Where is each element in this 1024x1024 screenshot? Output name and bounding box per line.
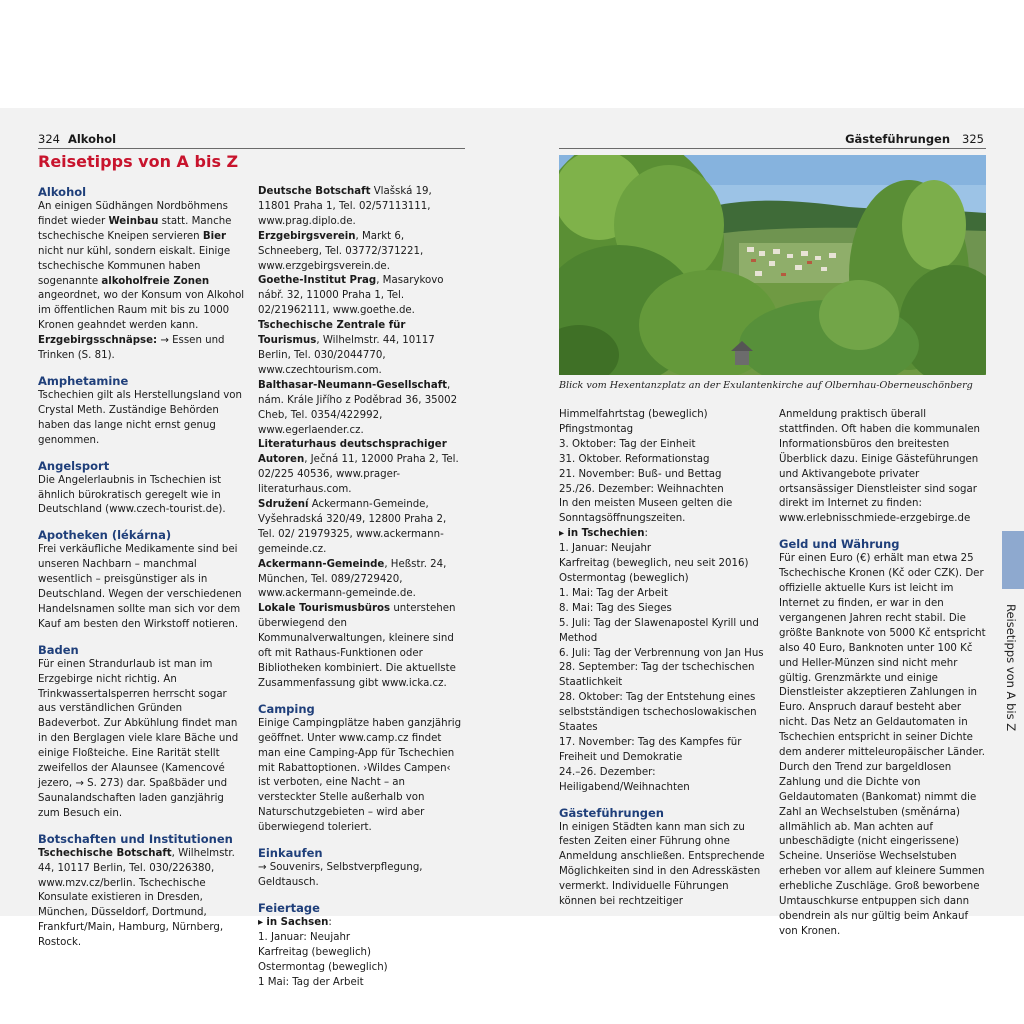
body-paragraph: ▸ in Tschechien: (559, 528, 648, 540)
body-paragraph: Balthasar-Neumann-Gesellschaft, nám. Krále Jiřího z Poděbrad 36, 35002 Cheb, Tel. 0354/422992, www.egerlaender.cz. (258, 379, 458, 436)
body-paragraph: Karfreitag (beweglich) (258, 946, 371, 958)
chapter-side-label: Reisetipps von A bis Z (1004, 604, 1018, 732)
section-heading: Apotheken (lékárna) (38, 528, 172, 543)
photo-caption: Blick vom Hexentanzplatz an der Exulantenkirche auf Olbernhau-Oberneuschönberg (559, 380, 973, 391)
body-paragraph: Erzgebirgsverein, Markt 6, Schneeberg, Tel. 03772/371221, www.erzgebirgsverein.de. (258, 230, 424, 272)
body-paragraph: Himmelfahrtstag (beweglich) (559, 409, 708, 420)
body-paragraph: Literaturhaus deutschsprachiger Autoren, Ječná 11, 12000 Praha 2, Tel. 02/225 40536, www.prager-literaturhaus.com. (258, 439, 459, 496)
text-column-2 (779, 408, 986, 940)
section-heading: Feiertage (258, 900, 320, 915)
body-paragraph: Lokale Tourismusbüros unterstehen überwiegend den Kommunalverwaltungen, kleinere sind oft mit Rathaus-Funktionen oder Bibliotheken kombiniert. Die aktuellste Zusammenfassung gibt www.icka.cz. (258, 603, 456, 689)
page-number: 325 (962, 132, 984, 146)
right-page (512, 108, 1024, 937)
landscape-illustration (559, 155, 986, 375)
section-heading: Geld und Währung (779, 537, 900, 552)
body-paragraph: 25./26. Dezember: Weihnachten (559, 483, 724, 495)
running-head-title: Gästeführungen (845, 132, 951, 146)
body-paragraph: Tschechien gilt als Herstellungsland von Crystal Meth. Zuständige Behörden haben das lange nicht ernst genug genommen. (38, 389, 242, 446)
body-paragraph: 24.–26. Dezember: Heiligabend/Weihnachten (559, 766, 690, 793)
section-heading: Einkaufen (258, 846, 323, 861)
body-paragraph: 1. Januar: Neujahr (258, 931, 351, 943)
landscape-photo (559, 155, 986, 375)
body-paragraph: Tschechische Zentrale für Tourismus, Wilhelmstr. 44, 10117 Berlin, Tel. 030/2044770, www.czechtourism.com. (258, 320, 435, 376)
chapter-tab (1002, 531, 1024, 589)
text-column-1 (38, 185, 246, 951)
body-paragraph: ▸ in Sachsen: (258, 916, 332, 928)
body-paragraph: 5. Juli: Tag der Slawenapostel Kyrill und Method (559, 617, 759, 644)
body-paragraph: 31. Oktober. Reformationstag (559, 453, 710, 465)
page-title: Reisetipps von A bis Z (38, 152, 239, 171)
section-heading: Camping (258, 701, 315, 716)
header-rule (559, 148, 986, 149)
body-paragraph: 1. Mai: Tag der Arbeit (559, 587, 668, 599)
body-paragraph: Sdružení Ackermann-Gemeinde, Vyšehradská 320/49, 12800 Praha 2, Tel. 02/ 21979325, www.ackermann-gemeinde.cz. (258, 499, 447, 555)
body-paragraph: Goethe-Institut Prag, Masarykovo nábř. 32, 11000 Praha 1, Tel. 02/21962111, www.goethe.de. (258, 275, 444, 317)
running-head (38, 132, 116, 146)
text-column-1 (559, 408, 766, 910)
body-paragraph: 3. Oktober: Tag der Einheit (559, 438, 696, 450)
body-paragraph: 6. Juli: Tag der Verbrennung von Jan Hus (559, 647, 764, 659)
body-paragraph: Tschechische Botschaft, Wilhelmstr. 44, 10117 Berlin, Tel. 030/226380, www.mzv.cz/berlin. Tschechische Konsulate existieren in Dresden, München, Düsseldorf, Dortmund, Frankfurt/Main, Hamburg, Nürnberg, Rostock. (38, 847, 235, 949)
body-paragraph: An einigen Südhängen Nordböhmens findet wieder Weinbau statt. Manche tschechische Kneipen servieren Bier nicht nur kühl, sondern eiskalt. Einige tschechische Kommunen haben sogenannte alkoholfreie Zonen angeordnet, wo der Konsum von Alkohol im öffentlichen Raum mit bis zu 1000 Kronen geahndet werden kann. Erzgebirgsschnäpse: → Essen und Trinken (S. 81). (38, 201, 245, 362)
body-paragraph: Ostermontag (beweglich) (559, 572, 689, 584)
section-heading: Angelsport (38, 458, 110, 473)
text-column-2 (258, 185, 465, 990)
body-paragraph: 1. Januar: Neujahr (559, 543, 652, 555)
section-heading: Amphetamine (38, 373, 129, 388)
left-page (0, 108, 512, 988)
section-heading: Baden (38, 642, 79, 657)
header-rule (38, 148, 465, 149)
body-paragraph: Die Angelerlaubnis in Tschechien ist ähnlich bürokratisch geregelt wie in Deutschland (www.czech-tourist.de). (38, 474, 226, 516)
page-number: 324 (38, 132, 60, 146)
book-spread (0, 108, 1024, 988)
body-paragraph: 8. Mai: Tag des Sieges (559, 602, 672, 614)
section-heading: Gästeführungen (559, 805, 664, 820)
body-paragraph: Anmeldung praktisch überall stattfinden. Oft haben die kommunalen Informationsbüros den breitesten Überblick dazu. Einige Gästeführungen und Aktivangebote privater ortsansässiger Dienstleister sind sogar direkt im Internet zu finden: www.erlebnisschmiede-erzgebirge.de (779, 409, 980, 525)
body-paragraph: 21. November: Buß- und Bettag (559, 468, 722, 480)
body-paragraph: Einige Campingplätze haben ganzjährig geöffnet. Unter www.camp.cz findet man eine Camping-App für Tschechien mit Rabattoptionen. ›Wildes Campen‹ ist verboten, eine Nacht – an versteckter Stelle außerhalb von Naturschutzgebieten – wird aber überwiegend toleriert. (258, 717, 462, 834)
body-paragraph: → Souvenirs, Selbstverpflegung, Geldtausch. (258, 862, 423, 888)
body-paragraph: Deutsche Botschaft Vlašská 19, 11801 Praha 1, Tel. 02/57113111, www.prag.diplo.de. (258, 186, 432, 227)
section-heading: Botschaften und Institutionen (38, 831, 233, 846)
body-paragraph: Für einen Euro (€) erhält man etwa 25 Tschechische Kronen (Kč oder CZK). Der offizielle aktuelle Kurs ist leicht im Internet zu finden, er war in den vergangenen Jahren recht stabil. Die größte Banknote von 5000 Kč entspricht also 40 Euro, Banknoten unter 100 Kč und Heller-Münzen sind nicht mehr gültig. Grenzmärkte und einige Dienstleister akzeptieren Zahlungen in Euro. Anspruch darauf besteht aber nicht. Das Netz an Geldautomaten in Tschechien entspricht in seiner Dichte dem anderer mitteleuropäischer Länder. Durch den Trend zur bargeldlosen Zahlung und die Dichte von Geldautomaten (Bankomat) nimmt die Zahl an Wechselstuben (směnárna) allmählich ab. Man achten auf unbeschädigte (nicht eingerissene) Scheine. Unseriöse Wechselstuben erheben vor allem auf kleinere Summen erhebliche Zuschläge. Groß beworbene Umtauschkurse entpuppen sich dann obendrein als nur gültig beim Ankauf von Kronen. (779, 553, 986, 937)
body-paragraph: 17. November: Tag des Kampfes für Freiheit und Demokratie (559, 736, 742, 763)
body-paragraph: 28. September: Tag der tschechischen Staatlichkeit (559, 662, 755, 689)
body-paragraph: Frei verkäufliche Medikamente sind bei unseren Nachbarn – manchmal wesentlich – preisgünstiger als in Deutschland. Wegen der verschiedenen Handelsnamen sollte man sich vor dem Kauf am besten den Wirkstoff notieren. (38, 544, 242, 630)
body-paragraph: In einigen Städten kann man sich zu festen Zeiten einer Führung ohne Anmeldung anschließen. Entsprechende Möglichkeiten sind in den Adresskästen vermerkt. Individuelle Führungen können bei rechtzeitiger (559, 821, 765, 908)
body-paragraph: Ackermann-Gemeinde, Heßstr. 24, München, Tel. 089/2729420, www.ackermann-gemeinde.de. (258, 558, 447, 600)
running-head (845, 132, 984, 146)
body-paragraph: Für einen Strandurlaub ist man im Erzgebirge nicht richtig. An Trinkwassertalsperren herrscht sogar aus verständlichen Gründen Badeverbot. Zur Abkühlung findet man in den Berglagen viele klare Bäche und einige Floßteiche. Eine Rarität stellt zweifellos der Alaunsee (Kamencové jezero, → S. 273) dar. Spaßbäder und Saunalandschaften laden ganzjährig zum Besuch ein. (38, 658, 239, 819)
body-paragraph: In den meisten Museen gelten die Sonntagsöffnungszeiten. (559, 498, 733, 525)
section-heading: Alkohol (38, 185, 87, 199)
running-head-title: Alkohol (67, 132, 117, 146)
body-paragraph: 1 Mai: Tag der Arbeit (258, 976, 364, 988)
body-paragraph: Karfreitag (beweglich, neu seit 2016) (559, 558, 749, 570)
body-paragraph: Ostermontag (beweglich) (258, 961, 388, 973)
body-paragraph: Pfingstmontag (559, 423, 634, 435)
body-paragraph: 28. Oktober: Tag der Entstehung eines selbstständigen tschechoslowakischen Staates (559, 692, 757, 734)
